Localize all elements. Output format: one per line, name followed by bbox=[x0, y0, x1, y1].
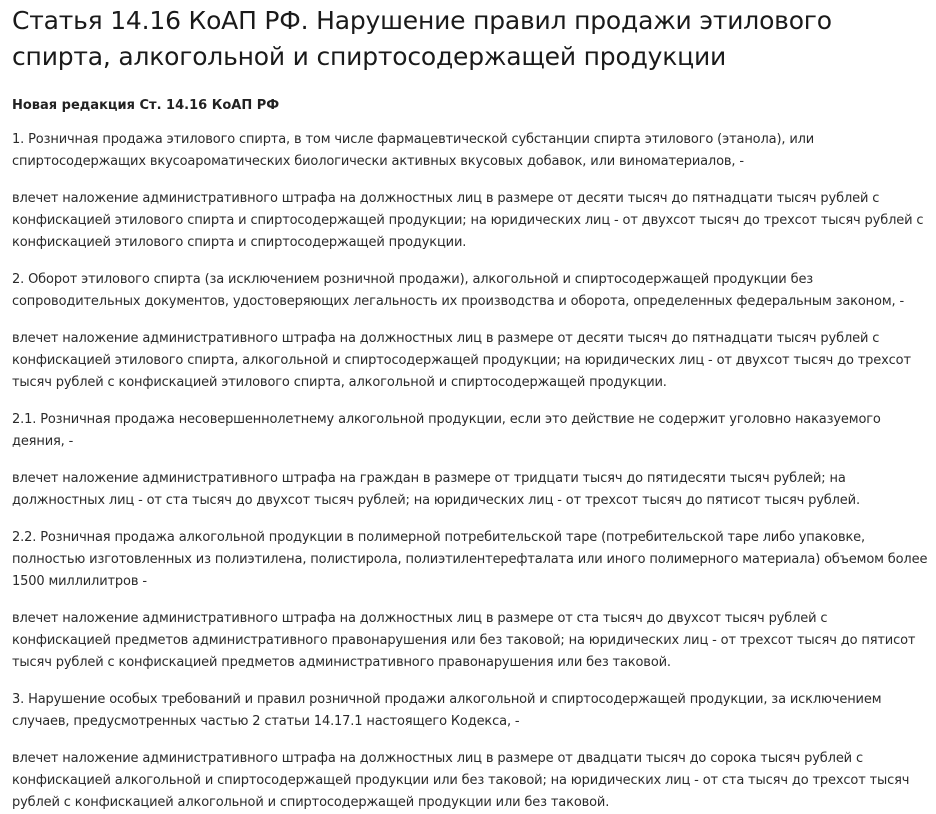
paragraph-3-penalty: влечет наложение административного штрафа на должностных лиц в размере от двадцати тысяч до сорока тысяч рублей с конфискацией алкогольной и спиртосодержащей продукции или без таковой; на юридических лиц - от ста тысяч до трехсот тысяч рублей с конфискацией алкогольной и спиртосодержащей продукции или без таковой. bbox=[12, 751, 910, 810]
paragraph-2: 2. Оборот этилового спирта (за исключением розничной продажи), алкогольной и спиртосодержащей продукции без сопроводительных документов, удостоверяющих легальность их производства и оборота, определенных федеральным законом, - bbox=[12, 272, 904, 309]
article-title: Статья 14.16 КоАП РФ. Нарушение правил продажи этилового спирта, алкогольной и спиртосодержащей продукции bbox=[12, 6, 832, 71]
paragraph-2-1-penalty: влечет наложение административного штрафа на граждан в размере от тридцати тысяч до пятидесяти тысяч рублей; на должностных лиц - от ста тысяч до двухсот тысяч рублей; на юридических лиц - от трехсот тысяч до пятисот тысяч рублей. bbox=[12, 471, 860, 508]
paragraph-1: 1. Розничная продажа этилового спирта, в том числе фармацевтической субстанции спирта этилового (этанола), или спиртосодержащих вкусоароматических биологически активных вкусовых добавок, или виноматериалов, - bbox=[12, 132, 815, 169]
paragraph-2-2-penalty: влечет наложение административного штрафа на должностных лиц в размере от ста тысяч до двухсот тысяч рублей с конфискацией предметов административного правонарушения или без таковой; на юридических лиц - от трехсот тысяч до пятисот тысяч рублей с конфискацией предметов административного правонарушения или без таковой. bbox=[12, 611, 916, 670]
paragraph-2-1: 2.1. Розничная продажа несовершеннолетнему алкогольной продукции, если это действие не содержит уголовно наказуемого деяния, - bbox=[12, 412, 881, 449]
edition-subtitle: Новая редакция Ст. 14.16 КоАП РФ bbox=[12, 98, 280, 113]
paragraph-2-penalty: влечет наложение административного штрафа на должностных лиц в размере от десяти тысяч до пятнадцати тысяч рублей с конфискацией этилового спирта, алкогольной и спиртосодержащей продукции; на юридических лиц - от двухсот тысяч до трехсот тысяч рублей с конфискацией этилового спирта, алкогольной и спиртосодержащей продукции. bbox=[12, 331, 911, 390]
paragraph-3: 3. Нарушение особых требований и правил розничной продажи алкогольной и спиртосодержащей продукции, за исключением случаев, предусмотренных частью 2 статьи 14.17.1 настоящего Кодекса, - bbox=[12, 692, 882, 729]
paragraph-2-2: 2.2. Розничная продажа алкогольной продукции в полимерной потребительской таре (потребительской таре либо упаковке, полностью изготовленных из полиэтилена, полистирола, полиэтилентерефталата или иного полимерного материала) объемом более 1500 миллилитров - bbox=[12, 530, 928, 589]
paragraph-1-penalty: влечет наложение административного штрафа на должностных лиц в размере от десяти тысяч до пятнадцати тысяч рублей с конфискацией этилового спирта и спиртосодержащей продукции; на юридических лиц - от двухсот тысяч до трехсот тысяч рублей с конфискацией этилового спирта и спиртосодержащей продукции. bbox=[12, 191, 924, 250]
article bbox=[12, 0, 930, 814]
